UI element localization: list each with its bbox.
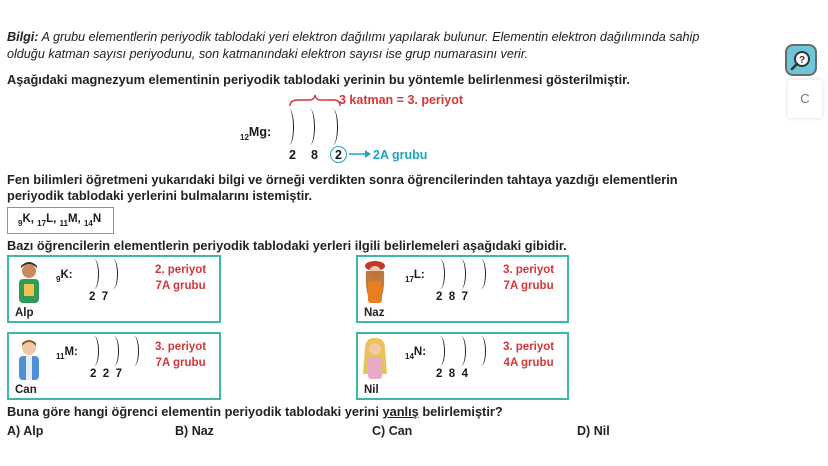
option-letter: D)	[577, 424, 591, 438]
option-text: Nil	[593, 424, 610, 438]
student-card-can	[7, 332, 221, 400]
student-element	[405, 269, 425, 284]
student-avatar	[360, 336, 390, 382]
option-letter: C)	[372, 424, 386, 438]
student-element	[56, 346, 78, 361]
student-answer	[155, 262, 206, 294]
board-sym: N	[92, 213, 102, 225]
board-z: 9	[18, 219, 23, 228]
board-sym: K	[22, 213, 31, 225]
shell-arc	[456, 336, 466, 366]
student-answer	[503, 339, 554, 371]
element-z: 9	[56, 275, 61, 284]
svg-text:?: ?	[798, 55, 806, 66]
option-b[interactable]	[175, 424, 214, 438]
student-answer	[503, 262, 554, 294]
answer-group: 4A grubu	[503, 357, 554, 369]
teacher-paragraph: Fen bilimleri öğretmeni yukarıdaki bilgi ve örneği verdikten sonra öğrencilerinden tahtaya yazdığı elementlerin periyodik tablodaki yerlerini bulmalarını istemiştir.	[7, 172, 678, 203]
mg-label	[240, 125, 272, 142]
side-panel[interactable]	[788, 80, 822, 118]
shell-arc	[129, 336, 139, 366]
option-letter: A)	[7, 424, 21, 438]
hint-button[interactable]	[785, 44, 817, 76]
question-before: Buna göre hangi öğrenci elementin periyodik tablodaki yerini	[7, 404, 379, 419]
info-lead: Bilgi:	[7, 30, 39, 44]
student-electrons: 2 8 7	[436, 291, 468, 303]
answer-period: 3. periyot	[155, 341, 207, 353]
question-emphasis: yanlış	[382, 404, 419, 419]
shell-arc	[89, 336, 99, 366]
question-after: belirlemiştir?	[422, 404, 503, 419]
board-sym: L	[46, 213, 54, 225]
element-z: 17	[405, 275, 414, 284]
option-a[interactable]	[7, 424, 43, 438]
board-elements: $_9$K, $_{17}$L, $_{11}$M, $_{14}$N	[18, 213, 102, 228]
answer-period: 3. periyot	[503, 264, 555, 276]
option-text: Naz	[191, 424, 214, 438]
example-intro: Aşağıdaki magnezyum elementinin periyodik tablodaki yerinin bu yöntemle belirlenmesi gösterilmiştir.	[7, 72, 630, 87]
mg-electron-3: 2	[335, 148, 342, 162]
student-name: Nil	[364, 384, 379, 396]
mg-symbol: Mg:	[248, 125, 272, 139]
mg-electron-1: 2	[289, 148, 296, 162]
student-card-nil	[356, 332, 569, 400]
student-avatar	[360, 259, 390, 305]
answer-group: 7A grubu	[155, 357, 206, 369]
arrow-right-icon	[348, 148, 372, 160]
shell-arc	[89, 259, 99, 289]
answer-period: 2. periyot	[155, 264, 207, 276]
student-answer	[155, 339, 206, 371]
student-card-alp	[7, 255, 221, 323]
element-sym: N:	[413, 346, 427, 358]
element-z: 14	[405, 352, 414, 361]
period-note: 3 katman = 3. periyot	[339, 93, 464, 107]
board-sym: M	[67, 213, 78, 225]
side-panel-letter: C	[800, 91, 810, 106]
answer-group: 7A grubu	[155, 280, 206, 292]
element-z: 11	[56, 352, 65, 361]
mg-electron-2: 8	[311, 148, 318, 162]
board-z: 14	[83, 219, 93, 228]
info-paragraph	[7, 29, 737, 63]
option-letter: B)	[175, 424, 189, 438]
student-element	[405, 346, 427, 361]
option-text: Can	[388, 424, 413, 438]
info-text: A grubu elementlerin periyodik tablodaki yeri elektron dağılımı yapılarak bulunur. Elementin elektron dağılımında sahip olduğu katman sayısı periyodunu, son katmanındaki elektron sayısı ise grup numarasını verir.	[7, 30, 700, 61]
student-element	[56, 269, 73, 284]
option-c[interactable]	[372, 424, 412, 438]
board-z: 11	[59, 219, 68, 228]
shell-arc	[108, 259, 118, 289]
shell-arc	[305, 109, 315, 145]
shell-arc	[109, 336, 119, 366]
element-sym: M:	[64, 346, 78, 358]
shell-arc	[456, 259, 466, 289]
mg-atomic-number: 12	[240, 133, 249, 142]
answer-group: 7A grubu	[503, 280, 554, 292]
student-name: Alp	[15, 307, 34, 319]
question-text	[7, 404, 503, 419]
shell-arc	[435, 259, 445, 289]
student-electrons: 2 2 7	[90, 368, 122, 380]
student-name: Naz	[364, 307, 385, 319]
option-text: Alp	[23, 424, 44, 438]
student-name: Can	[15, 384, 37, 396]
answer-period: 3. periyot	[503, 341, 555, 353]
student-electrons: 2 8 4	[436, 368, 468, 380]
student-avatar	[13, 260, 45, 306]
option-d[interactable]	[577, 424, 610, 438]
shell-arc	[284, 109, 294, 145]
group-note: 2A grubu	[373, 148, 428, 162]
shell-arc	[328, 109, 338, 145]
element-sym: K:	[60, 269, 73, 281]
shell-arc	[476, 336, 486, 366]
students-intro: Bazı öğrencilerin elementlerin periyodik tablodaki yerleri ilgili belirlemeleri aşağıdaki gibidir.	[7, 238, 567, 253]
shell-arc	[435, 336, 445, 366]
magnifier-question-icon	[787, 46, 815, 74]
element-sym: L:	[413, 269, 425, 281]
student-avatar	[13, 337, 45, 383]
student-electrons: 2 7	[89, 291, 109, 303]
board-box	[7, 207, 114, 234]
student-card-naz	[356, 255, 569, 323]
shell-arc	[476, 259, 486, 289]
board-z: 17	[37, 219, 47, 228]
